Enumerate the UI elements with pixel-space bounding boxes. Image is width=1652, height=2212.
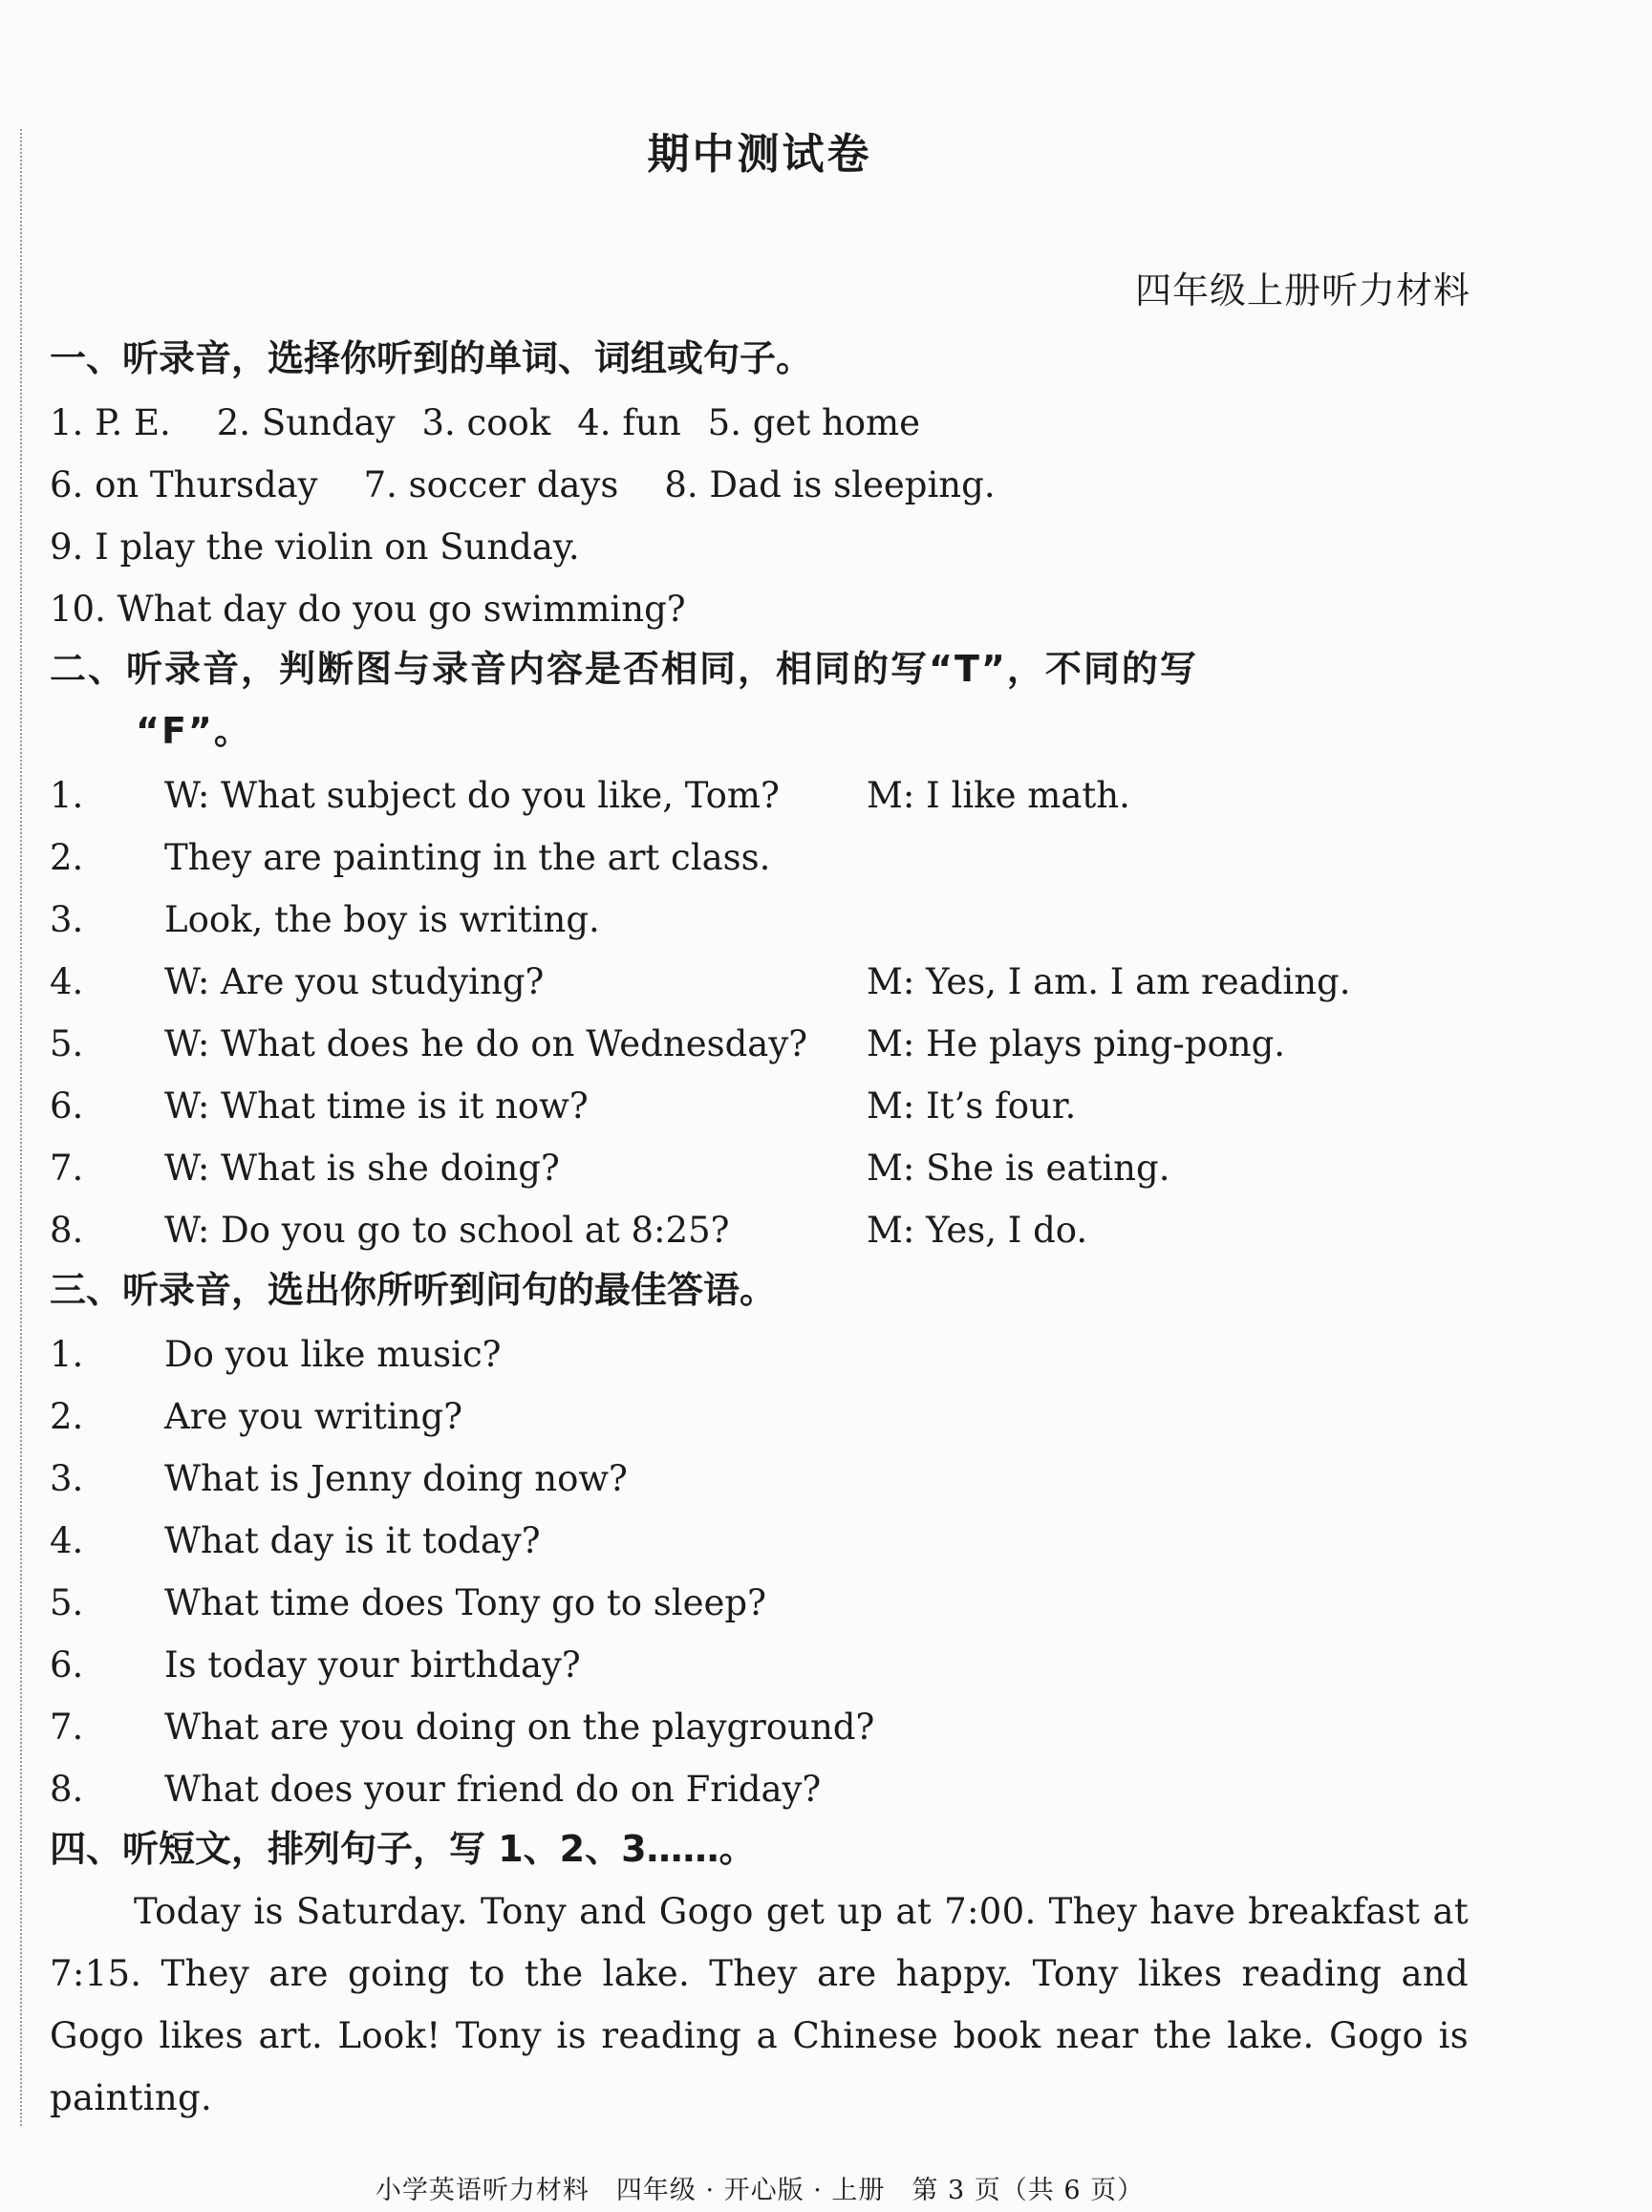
section-4-passage: Today is Saturday. Tony and Gogo get up at 7:00. They have breakfast at 7:15. They are going to the lake. They are happy. Tony likes reading and Gogo likes art. Look! Tony is reading a Chinese book near the lake. Gogo is painting.	[50, 1891, 1469, 2118]
s2-item-4-m: M: Yes, I am. I am reading.	[867, 961, 1351, 1002]
s1-item-1: 1. P. E.	[50, 402, 171, 443]
s2-item-6-m: M: It’s four.	[867, 1085, 1077, 1127]
s2-item-5: 5. W: What does he do on Wednesday? M: He plays ping-pong.	[50, 1016, 83, 1073]
s2-item-8: 8. W: Do you go to school at 8:25? M: Yes, I do.	[50, 1202, 83, 1259]
s2-item-7: 7. W: What is she doing? M: She is eating.	[50, 1140, 83, 1197]
s3-item-8: 8. What does your friend do on Friday?	[50, 1769, 822, 1810]
section-1-heading: 一、听录音，选择你听到的单词、词组或句子。	[50, 337, 813, 379]
s3-item-4: 4. What day is it today?	[50, 1520, 541, 1561]
s2-item-6: 6. W: What time is it now? M: It’s four.	[50, 1078, 83, 1135]
section-2-heading-line-2: “F”。	[136, 710, 252, 752]
s2-item-2-w: They are painting in the art class.	[164, 837, 771, 878]
s1-item-4: 4. fun	[577, 402, 681, 443]
s2-item-3-w: Look, the boy is writing.	[164, 899, 600, 940]
s2-item-1: 1. W: What subject do you like, Tom? M: I like math.	[50, 767, 83, 825]
s1-item-2: 2. Sunday	[216, 402, 396, 443]
page-footer: 小学英语听力材料 四年级 · 开心版 · 上册 第 3 页（共 6 页）	[375, 2176, 1145, 2205]
s2-item-8-m: M: Yes, I do.	[867, 1210, 1088, 1251]
s2-item-5-m: M: He plays ping-pong.	[867, 1023, 1286, 1064]
section-3-heading: 三、听录音，选出你所听到问句的最佳答语。	[50, 1269, 777, 1311]
section-1-row-2	[50, 457, 996, 514]
section-2-heading-line-1: 二、听录音，判断图与录音内容是否相同，相同的写“T”，不同的写	[50, 648, 1198, 690]
s1-item-3: 3. cook	[421, 402, 551, 443]
binding-dotted-line	[20, 129, 22, 2126]
page-title: 期中测试卷	[647, 130, 872, 179]
s2-item-4: 4. W: Are you studying? M: Yes, I am. I am reading.	[50, 954, 83, 1011]
s2-item-3: 3. Look, the boy is writing.	[50, 891, 83, 949]
s1-item-7: 7. soccer days	[363, 464, 619, 505]
s3-item-5: 5. What time does Tony go to sleep?	[50, 1582, 766, 1623]
s1-item-10: 10. What day do you go swimming?	[50, 589, 686, 630]
s2-item-7-m: M: She is eating.	[867, 1148, 1170, 1189]
s3-item-7: 7. What are you doing on the playground?	[50, 1707, 875, 1748]
s3-item-6: 6. Is today your birthday?	[50, 1644, 581, 1686]
section-4-heading: 四、听短文，排列句子，写 1、2、3……。	[50, 1828, 756, 1870]
s3-item-3: 3. What is Jenny doing now?	[50, 1458, 628, 1499]
section-1-row-1	[50, 395, 920, 452]
s2-item-5-w: W: What does he do on Wednesday?	[164, 1023, 808, 1064]
page-subtitle: 四年级上册听力材料	[1134, 269, 1470, 311]
s2-item-1-w: W: What subject do you like, Tom?	[164, 775, 780, 816]
s2-item-7-w: W: What is she doing?	[164, 1148, 560, 1189]
s1-item-6: 6. on Thursday	[50, 464, 318, 505]
s1-item-5: 5. get home	[707, 402, 921, 443]
s2-item-1-m: M: I like math.	[867, 775, 1130, 816]
s1-item-9: 9. I play the violin on Sunday.	[50, 526, 580, 568]
s3-item-2: 2. Are you writing?	[50, 1396, 463, 1437]
section-2-heading	[50, 638, 1470, 762]
s1-item-8: 8. Dad is sleeping.	[664, 464, 996, 505]
s2-item-2: 2. They are painting in the art class.	[50, 829, 83, 887]
s2-item-4-w: W: Are you studying?	[164, 961, 545, 1002]
s2-item-6-w: W: What time is it now?	[164, 1085, 589, 1127]
s2-item-8-w: W: Do you go to school at 8:25?	[164, 1210, 730, 1251]
s3-item-1: 1. Do you like music?	[50, 1334, 502, 1375]
